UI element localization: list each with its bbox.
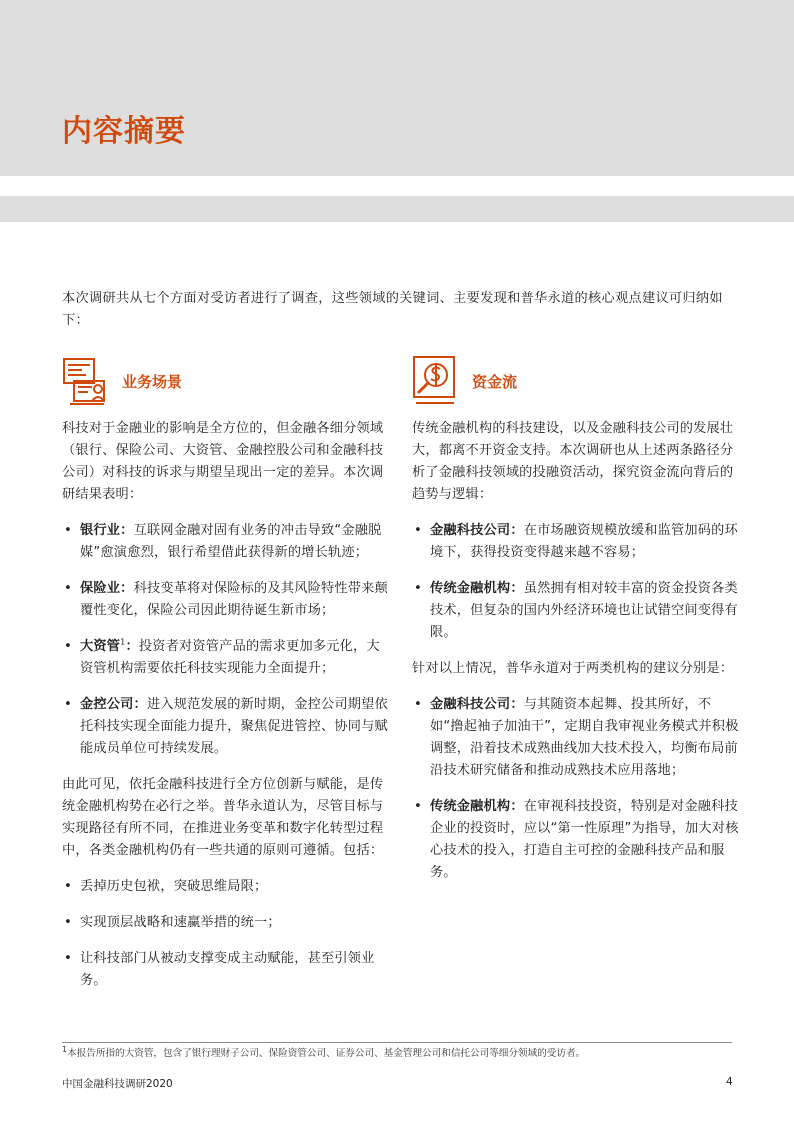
list-item	[62, 578, 392, 622]
bullet-label: 大资管	[80, 639, 121, 654]
list-item: • 丢掉历史包袱，突破思维局限；	[62, 876, 392, 898]
capital-flow-title: 资金流	[472, 372, 518, 391]
list-item	[412, 578, 742, 644]
list-item	[62, 694, 392, 760]
bullet-text: 与其随资本起舞、投其所好，不如“撸起袖子加油干”，定期自我审视业务模式并积极调整，沿着技术成熟曲线加大技术投入，均衡布局前沿技术研究储备和推动成熟技术应用落地；	[430, 697, 739, 778]
bullet-label: 保险业：	[80, 581, 134, 596]
footnote-text: 本报告所指的大资管，包含了银行理财子公司、保险资管公司、证券公司、基金管理公司和信托公司等细分领域的受访者。	[67, 1048, 586, 1059]
business-scenario-intro: 科技对于金融业的影响是全方位的，但金融各细分领域（银行、保险公司、大资管、金融控股公司和金融科技公司）对科技的诉求与期望呈现出一定的差异。本次调研结果表明：	[62, 421, 384, 502]
list-item	[412, 694, 742, 782]
bullet-label: 传统金融机构：	[430, 581, 524, 596]
capital-flow-header	[412, 354, 742, 408]
capital-flow-column	[412, 354, 742, 898]
bullet-text: 虽然拥有相对较丰富的资金投资各类技术，但复杂的国内外经济环境也让试错空间变得有限。	[430, 581, 738, 640]
list-item	[62, 636, 392, 680]
capital-flow-recommendation-intro: 针对以上情况，普华永道对于两类机构的建议分别是：	[412, 661, 734, 676]
bullet-colon: ：	[125, 639, 139, 654]
bullet-label: 金融科技公司：	[430, 697, 524, 712]
business-scenario-icon	[62, 355, 108, 407]
bullet-label: 金融科技公司：	[430, 523, 524, 538]
business-scenario-column	[62, 354, 392, 1006]
list-item	[62, 520, 392, 564]
header-strip	[0, 196, 794, 222]
capital-flow-findings	[412, 520, 742, 644]
footnote-divider	[62, 1042, 732, 1043]
bullet-text: 在市场融资规模放缓和监管加码的环境下，获得投资变得越来越不容易；	[430, 523, 738, 560]
business-scenario-findings	[62, 520, 392, 760]
bullet-text: 互联网金融对固有业务的冲击导致“金融脱媒”愈演愈烈，银行希望借此获得新的增长轨迹；	[80, 523, 382, 560]
business-scenario-conclusion: 由此可见，依托金融科技进行全方位创新与赋能，是传统金融机构势在必行之举。普华永道认为，尽管目标与实现路径有所不同，在推进业务变革和数字化转型过程中，各类金融机构仍有一些共通的原则可遵循。包括：	[62, 777, 384, 858]
bullet-text: 科技变革将对保险标的及其风险特性带来颠覆性变化，保险公司因此期待诞生新市场；	[80, 581, 388, 618]
capital-flow-intro: 传统金融机构的科技建设，以及金融科技公司的发展壮大，都离不开资金支持。本次调研也从上述两条路径分析了金融科技领域的投融资活动，探究资金流向背后的趋势与逻辑：	[412, 421, 734, 502]
footnote	[62, 1044, 586, 1061]
business-scenario-principles	[62, 876, 392, 992]
page-title: 内容摘要	[62, 114, 186, 149]
business-scenario-header	[62, 354, 392, 408]
intro-paragraph: 本次调研共从七个方面对受访者进行了调查，这些领域的关键词、主要发现和普华永道的核心观点建议可归纳如下：	[62, 291, 723, 328]
business-scenario-title: 业务场景	[122, 372, 183, 391]
list-item: • 让科技部门从被动支撑变成主动赋能，甚至引领业务。	[62, 948, 392, 992]
list-item	[412, 520, 742, 564]
bullet-text: 在审视科技投资，特别是对金融科技企业的投资时，应以“第一性原理”为指导，加大对核心技术的投入，打造自主可控的金融科技产品和服务。	[430, 799, 739, 880]
footnote-marker: 1	[62, 1044, 68, 1054]
bullet-label: 银行业：	[80, 523, 134, 538]
bullet-label: 传统金融机构：	[430, 799, 524, 814]
footer-report-name: 中国金融科技调研2020	[62, 1078, 173, 1090]
capital-flow-recommendations	[412, 694, 742, 884]
bullet-label: 金控公司：	[80, 697, 147, 712]
bullet-text: 投资者对资管产品的需求更加多元化，大资管机构需要依托科技实现能力全面提升；	[80, 639, 380, 676]
list-item	[412, 796, 742, 884]
dollar-magnifier-icon	[412, 355, 458, 407]
page-number: 4	[726, 1076, 733, 1088]
footnote-marker: 1	[120, 637, 126, 647]
list-item: • 实现顶层战略和速赢举措的统一；	[62, 912, 392, 934]
bullet-text: 进入规范发展的新时期，金控公司期望依托科技实现全面能力提升，聚焦促进管控、协同与赋能成员单位可持续发展。	[80, 697, 388, 756]
